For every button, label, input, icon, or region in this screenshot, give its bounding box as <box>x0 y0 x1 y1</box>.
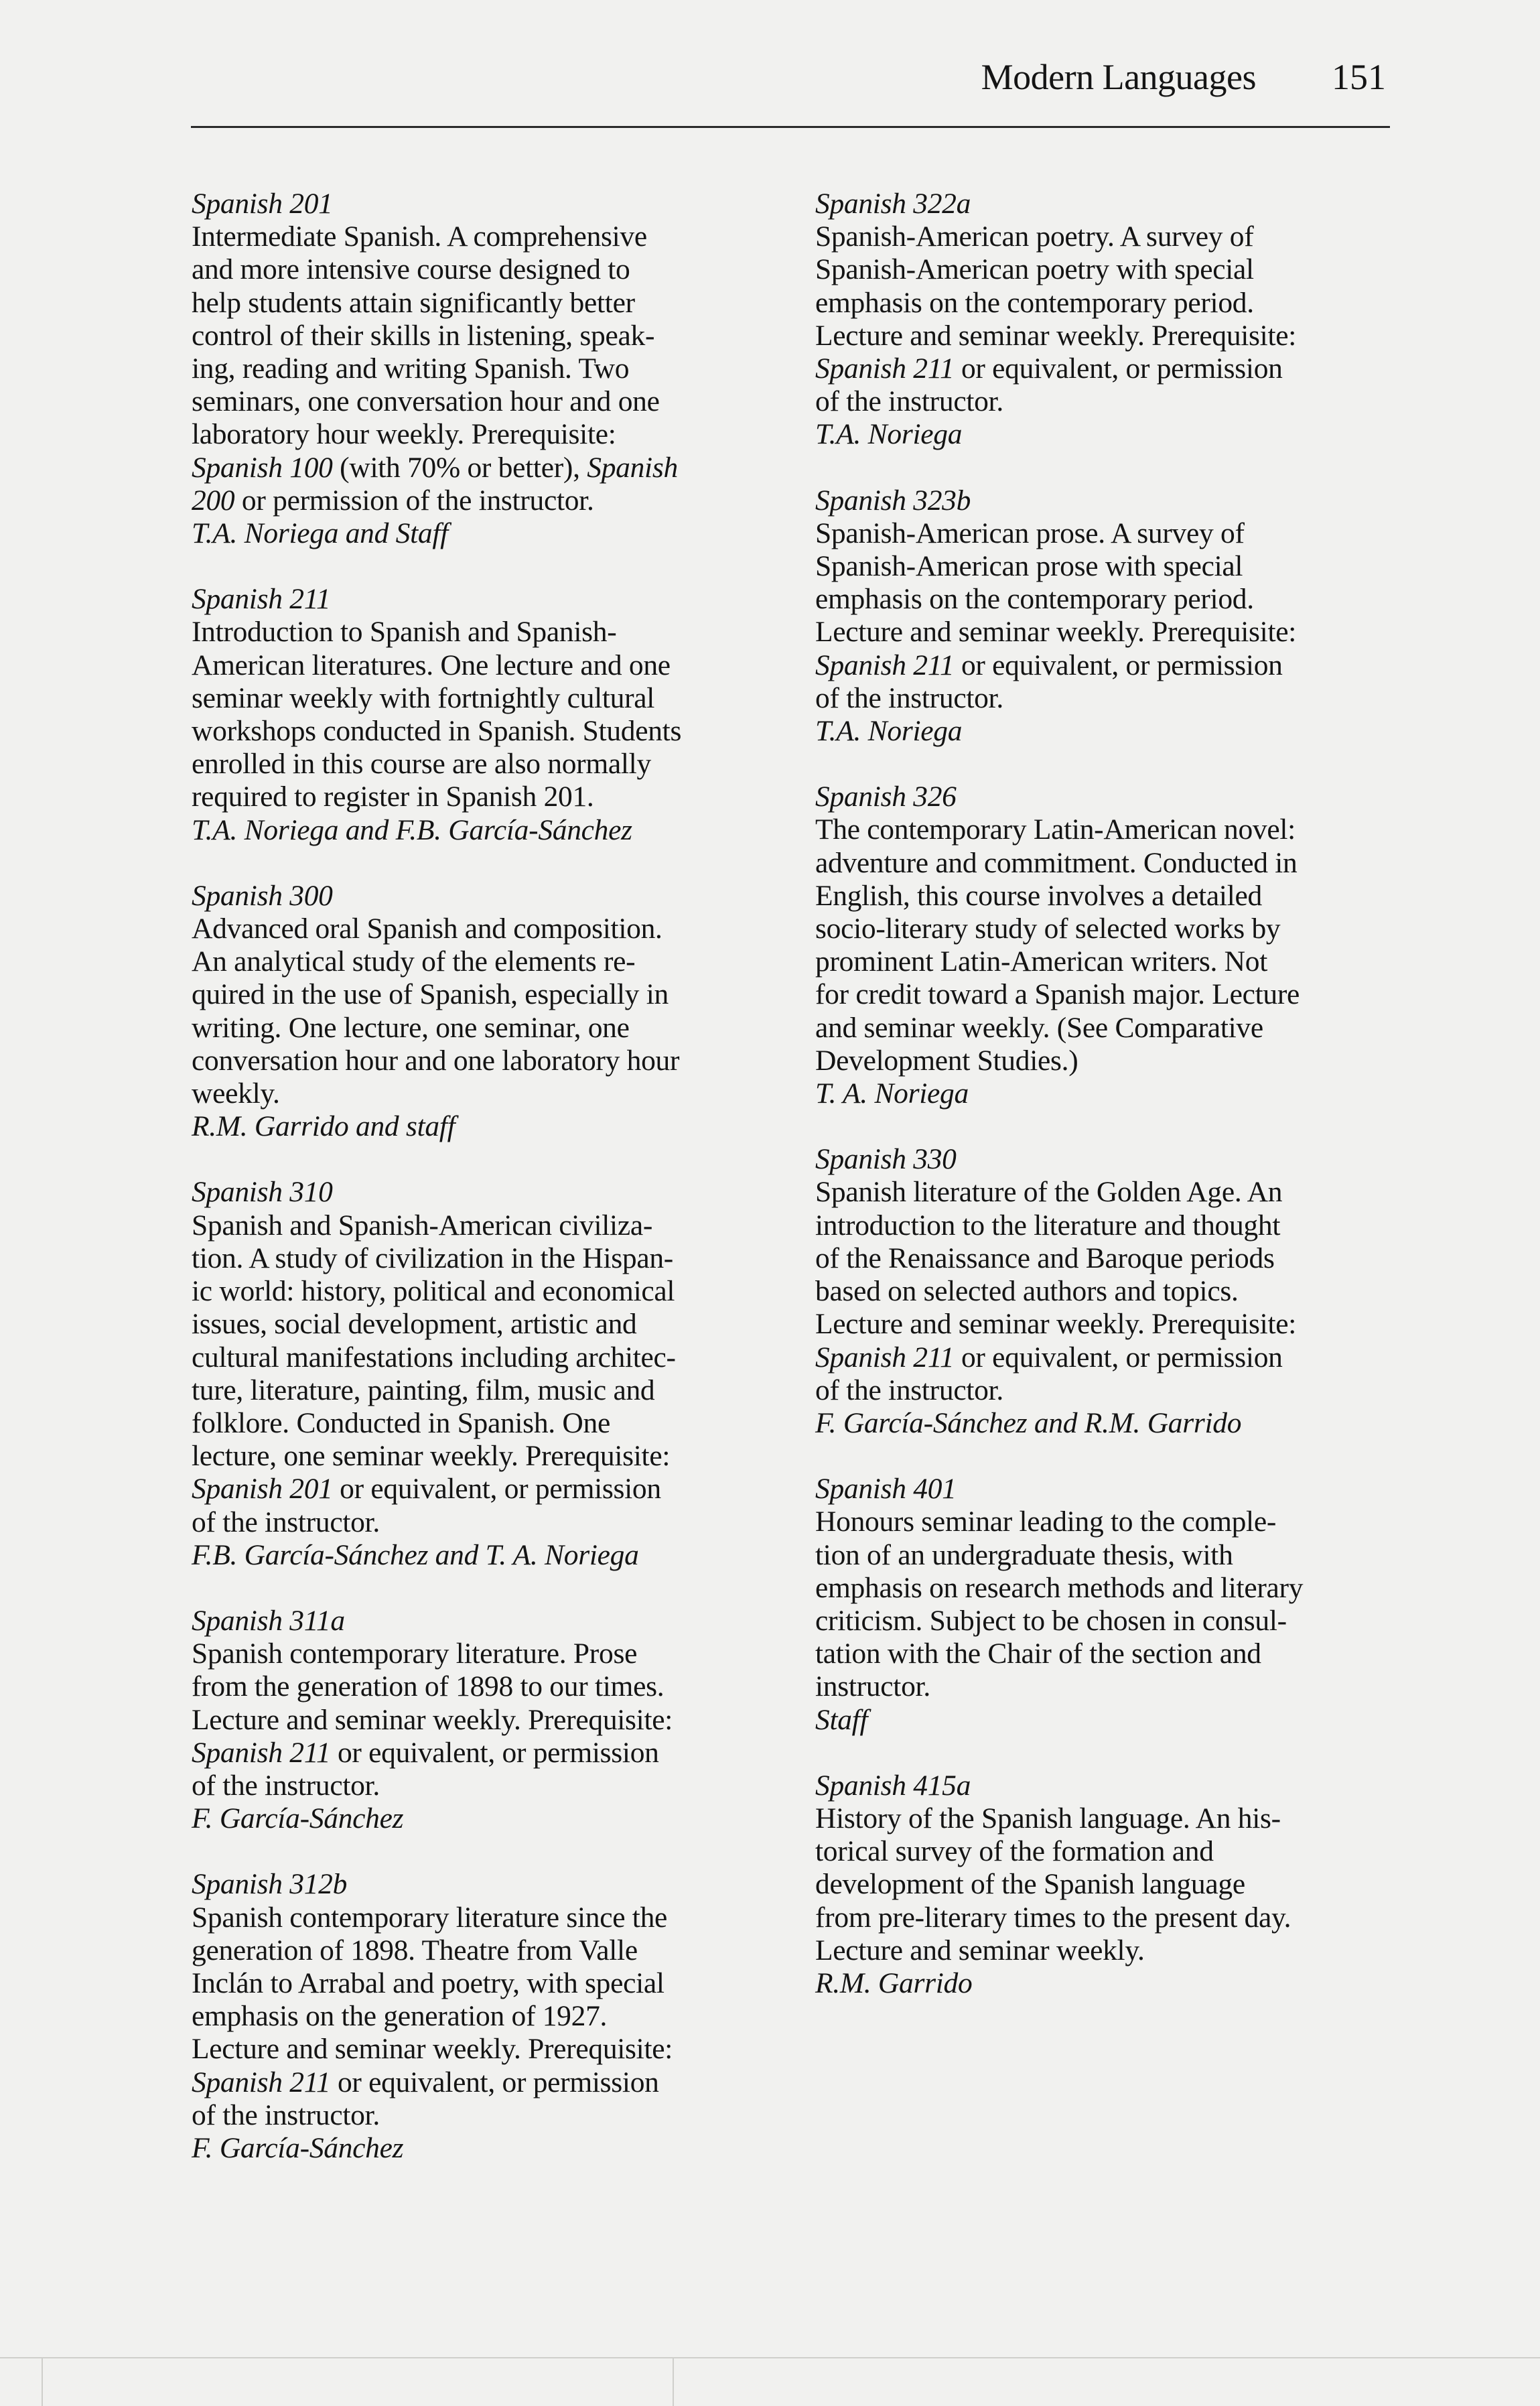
course-description-line: tion of an undergraduate thesis, with <box>815 1538 1233 1571</box>
course-description-line: Spanish 211 or equivalent, or permission <box>192 1736 659 1769</box>
course-description-line: Lecture and seminar weekly. Prerequisite: <box>815 616 1297 649</box>
course-description-line: ic world: history, political and economical <box>192 1275 675 1308</box>
course-description-line: Advanced oral Spanish and composition. <box>192 913 662 945</box>
course-description-line: cultural manifestations including architec- <box>192 1341 676 1374</box>
course-entry <box>192 1868 774 2165</box>
left-column <box>192 188 774 2198</box>
course-description-line: Spanish contemporary literature since the <box>192 1901 668 1934</box>
course-description-line: Spanish-American poetry. A survey of <box>815 220 1254 253</box>
course-description-line: required to register in Spanish 201. <box>192 781 594 813</box>
course-description-line: seminars, one conversation hour and one <box>192 385 660 418</box>
course-description-line: American literatures. One lecture and one <box>192 649 671 681</box>
course-description-line: laboratory hour weekly. Prerequisite: <box>192 418 616 451</box>
course-description-line: tion. A study of civilization in the Hispan- <box>192 1242 673 1274</box>
course-instructor: T.A. Noriega <box>815 715 963 748</box>
course-description-line: based on selected authors and topics. <box>815 1275 1239 1308</box>
scan-edge-line <box>673 2358 674 2406</box>
course-description-line: of the instructor. <box>815 385 1003 418</box>
scan-edge-line <box>42 2358 43 2406</box>
course-entry <box>815 484 1385 748</box>
course-instructor: R.M. Garrido <box>815 1966 973 1999</box>
course-description-line: torical survey of the formation and <box>815 1835 1214 1868</box>
course-code: Spanish 311a <box>192 1604 345 1637</box>
page-header <box>191 54 1390 128</box>
course-description-line: English, this course involves a detailed <box>815 879 1262 912</box>
course-description-line: prominent Latin-American writers. Not <box>815 945 1268 978</box>
course-entry <box>815 1473 1385 1737</box>
course-description-line: Spanish-American prose with special <box>815 550 1243 583</box>
course-code: Spanish 300 <box>192 879 333 912</box>
course-description-line: Spanish 211 or equivalent, or permission <box>815 1341 1283 1374</box>
course-description-line: and more intensive course designed to <box>192 253 630 286</box>
course-description-line: of the instructor. <box>815 1374 1003 1406</box>
course-code: Spanish 401 <box>815 1473 957 1506</box>
course-code: Spanish 326 <box>815 781 957 813</box>
course-entry <box>192 583 774 847</box>
course-description-line: Spanish literature of the Golden Age. An <box>815 1176 1283 1209</box>
course-description-line: from pre-literary times to the present day. <box>815 1901 1291 1934</box>
course-description-line: control of their skills in listening, speak- <box>192 319 655 352</box>
course-description-line: Lecture and seminar weekly. Prerequisite: <box>815 1308 1297 1341</box>
course-description-line: introduction to the literature and thought <box>815 1209 1281 1242</box>
course-description-line: of the instructor. <box>192 2098 380 2131</box>
course-description-line: Spanish-American prose. A survey of <box>815 517 1245 549</box>
course-instructor: Staff <box>815 1703 868 1736</box>
course-description-line: generation of 1898. Theatre from Valle <box>192 1934 638 1966</box>
course-description-line: workshops conducted in Spanish. Students <box>192 715 682 748</box>
course-code: Spanish 211 <box>192 583 331 616</box>
course-description-line: emphasis on the contemporary period. <box>815 286 1254 319</box>
course-description-line: Inclán to Arrabal and poetry, with special <box>192 1966 664 1999</box>
course-description-line: criticism. Subject to be chosen in consul- <box>815 1604 1287 1637</box>
course-code: Spanish 415a <box>815 1769 971 1802</box>
course-description-line: Spanish 211 or equivalent, or permission <box>815 352 1283 385</box>
course-description-line: weekly. <box>192 1077 280 1110</box>
course-instructor: F.B. García-Sánchez and T. A. Noriega <box>192 1538 639 1571</box>
course-instructor: T.A. Noriega and F.B. García-Sánchez <box>192 813 632 846</box>
course-description-line: issues, social development, artistic and <box>192 1308 637 1341</box>
course-code: Spanish 312b <box>192 1868 348 1901</box>
course-instructor: F. García-Sánchez and R.M. Garrido <box>815 1406 1242 1439</box>
course-entry <box>815 188 1385 452</box>
course-entry <box>815 1143 1385 1440</box>
course-entry <box>192 880 774 1144</box>
course-description-line: Lecture and seminar weekly. Prerequisite: <box>192 1703 673 1736</box>
course-instructor: F. García-Sánchez <box>192 1802 404 1835</box>
course-description-line: socio-literary study of selected works by <box>815 913 1281 945</box>
course-entry <box>192 1176 774 1571</box>
course-code: Spanish 322a <box>815 188 971 220</box>
course-description-line: Spanish-American poetry with special <box>815 253 1254 286</box>
course-entry <box>815 781 1385 1110</box>
course-description-line: enrolled in this course are also normally <box>192 748 651 781</box>
course-description-line: Development Studies.) <box>815 1044 1078 1077</box>
course-description-line: of the instructor. <box>192 1769 380 1802</box>
course-entry <box>192 188 774 550</box>
course-description-line: Lecture and seminar weekly. Prerequisite: <box>815 319 1297 352</box>
course-entry <box>815 1769 1385 2000</box>
course-description-line: folklore. Conducted in Spanish. One <box>192 1406 610 1439</box>
course-description-line: Spanish contemporary literature. Prose <box>192 1638 638 1670</box>
course-instructor: F. García-Sánchez <box>192 2131 404 2164</box>
course-instructor: T.A. Noriega <box>815 418 963 451</box>
course-description-line: Introduction to Spanish and Spanish- <box>192 616 617 649</box>
course-description-line: of the Renaissance and Baroque periods <box>815 1242 1275 1274</box>
course-description-line: from the generation of 1898 to our times. <box>192 1670 664 1703</box>
course-description-line: seminar weekly with fortnightly cultural <box>192 681 655 714</box>
course-description-line: Spanish and Spanish-American civiliza- <box>192 1209 653 1242</box>
scan-edge-line <box>0 2357 1540 2358</box>
course-description-line: help students attain significantly better <box>192 286 635 319</box>
page-number: 151 <box>1332 57 1386 97</box>
course-description-line: adventure and commitment. Conducted in <box>815 846 1298 879</box>
course-description-line: Honours seminar leading to the comple- <box>815 1506 1277 1538</box>
course-description-line: emphasis on the generation of 1927. <box>192 2000 608 2033</box>
course-description-line: emphasis on the contemporary period. <box>815 583 1254 616</box>
course-code: Spanish 330 <box>815 1143 957 1176</box>
course-description-line: tation with the Chair of the section and <box>815 1638 1261 1670</box>
course-description-line: Lecture and seminar weekly. Prerequisite: <box>192 2033 673 2066</box>
course-description-line: ture, literature, painting, film, music and <box>192 1374 655 1406</box>
course-description-line: lecture, one seminar weekly. Prerequisite: <box>192 1440 671 1473</box>
course-description-line: 200 or permission of the instructor. <box>192 484 594 517</box>
course-description-line: for credit toward a Spanish major. Lecture <box>815 978 1300 1011</box>
course-description-line: of the instructor. <box>815 681 1003 714</box>
course-description-line: writing. One lecture, one seminar, one <box>192 1011 630 1044</box>
course-description-line: ing, reading and writing Spanish. Two <box>192 352 630 385</box>
course-description-line: and seminar weekly. (See Comparative <box>815 1011 1263 1044</box>
course-code: Spanish 310 <box>192 1176 333 1209</box>
course-code: Spanish 323b <box>815 484 971 517</box>
course-instructor: T. A. Noriega <box>815 1077 969 1110</box>
course-description-line: instructor. <box>815 1670 930 1703</box>
course-description-line: Spanish 100 (with 70% or better), Spanish <box>192 451 678 484</box>
course-instructor: T.A. Noriega and Staff <box>192 517 448 550</box>
course-description-line: quired in the use of Spanish, especially in <box>192 978 669 1011</box>
course-description-line: Lecture and seminar weekly. <box>815 1934 1145 1966</box>
course-code: Spanish 201 <box>192 188 333 220</box>
course-description-line: Spanish 201 or equivalent, or permission <box>192 1473 661 1506</box>
course-description-line: Spanish 211 or equivalent, or permission <box>815 649 1283 681</box>
course-description-line: conversation hour and one laboratory hour <box>192 1044 680 1077</box>
course-description-line: History of the Spanish language. An his- <box>815 1802 1281 1834</box>
course-description-line: emphasis on research methods and literary <box>815 1571 1304 1604</box>
course-description-line: Spanish 211 or equivalent, or permission <box>192 2066 659 2098</box>
section-title: Modern Languages <box>981 57 1256 97</box>
course-entry <box>192 1605 774 1835</box>
course-description-line: development of the Spanish language <box>815 1868 1245 1901</box>
course-description-line: of the instructor. <box>192 1506 380 1538</box>
course-description-line: Intermediate Spanish. A comprehensive <box>192 220 647 253</box>
course-instructor: R.M. Garrido and staff <box>192 1110 456 1143</box>
right-column <box>815 188 1385 2033</box>
course-description-line: An analytical study of the elements re- <box>192 945 636 978</box>
course-description-line: The contemporary Latin-American novel: <box>815 813 1296 846</box>
